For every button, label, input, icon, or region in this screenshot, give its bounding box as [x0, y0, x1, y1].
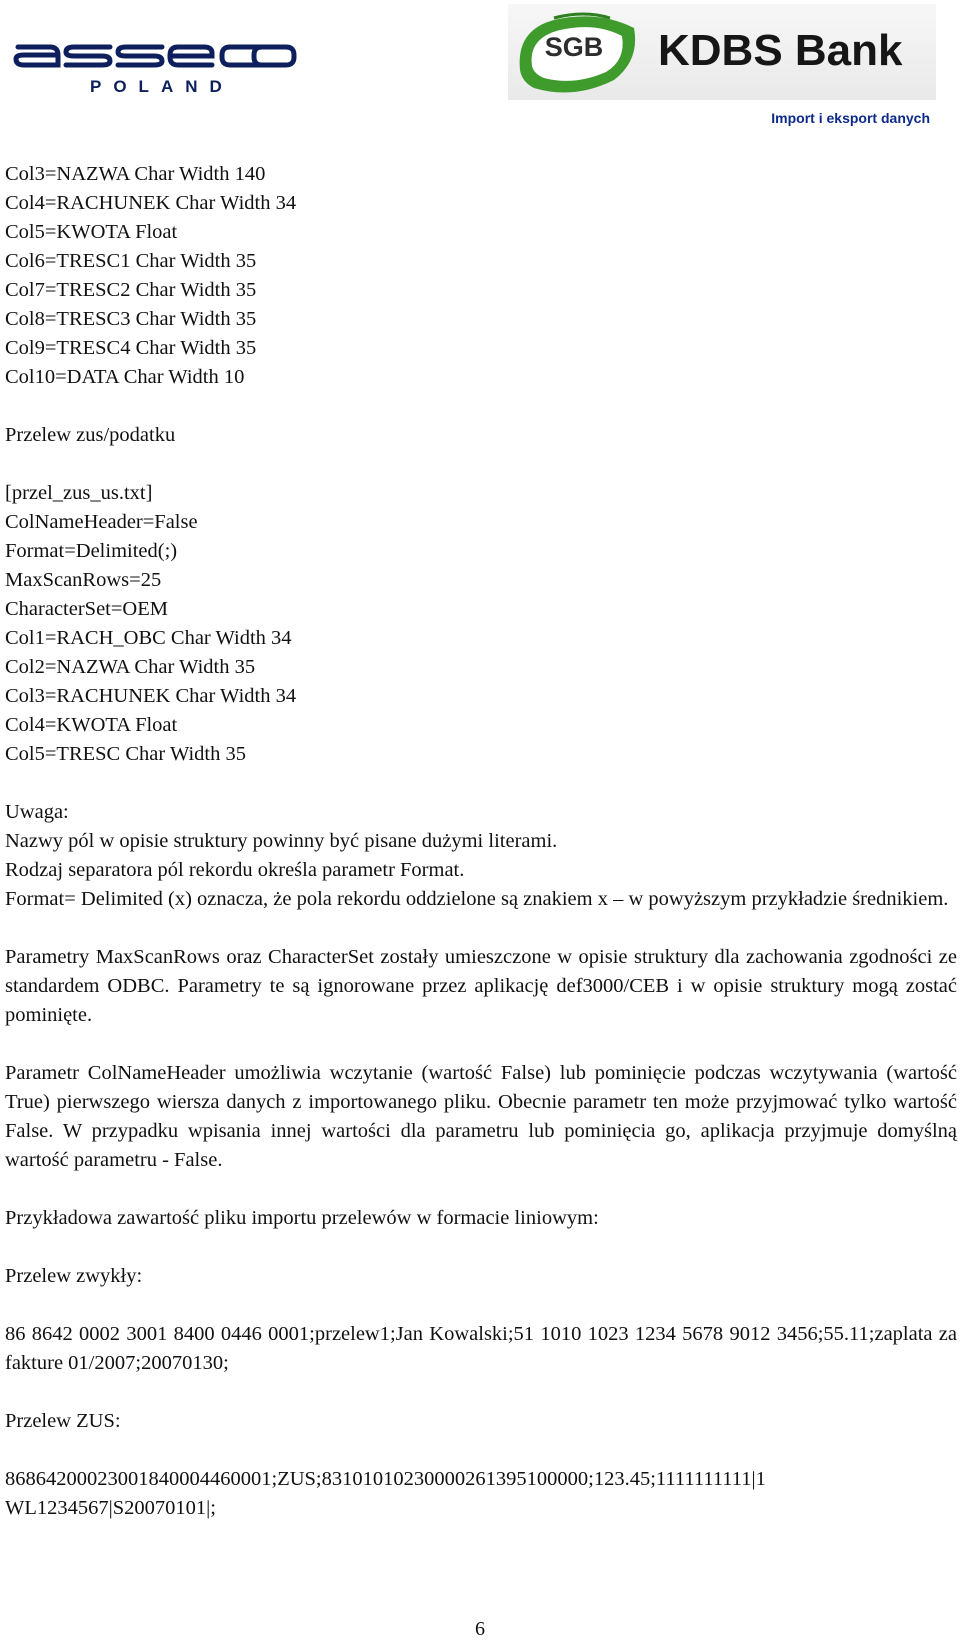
config-line: Col4=KWOTA Float: [5, 714, 178, 736]
asseco-wordmark-icon: [10, 35, 300, 75]
regular-transfer-example: 86 8642 0002 3001 8400 0446 0001;przelew1;Jan Kowalski;51 1010 1023 1234 5678 9012 3456;55.11;zaplata za fakture 01/2007;20070130;: [5, 1323, 957, 1374]
asseco-poland-label: POLAND: [90, 77, 234, 96]
kdbs-bank-logo: [508, 4, 936, 100]
zus-transfer-example-line: WL1234567|S20070101|;: [5, 1497, 216, 1519]
section-label: Import i eksport danych: [771, 110, 930, 126]
page-number: 6: [475, 1618, 485, 1640]
config-line: Format=Delimited(;): [5, 540, 178, 562]
config-line: Col1=RACH_OBC Char Width 34: [5, 627, 292, 649]
sgb-badge-text: SGB: [544, 32, 604, 62]
config-line: Col4=RACHUNEK Char Width 34: [5, 192, 297, 214]
config-line: Col5=TRESC Char Width 35: [5, 743, 246, 765]
zus-transfer-heading: Przelew ZUS:: [5, 1410, 121, 1432]
document-body: [5, 160, 957, 1523]
config-line: Col5=KWOTA Float: [5, 221, 178, 243]
config-line: Col3=RACHUNEK Char Width 34: [5, 685, 297, 707]
config-line: [przel_zus_us.txt]: [5, 482, 153, 504]
config-line: MaxScanRows=25: [5, 569, 162, 591]
regular-transfer-heading: Przelew zwykły:: [5, 1265, 143, 1287]
config-line: Col2=NAZWA Char Width 35: [5, 656, 256, 678]
maxscan-paragraph: Parametry MaxScanRows oraz CharacterSet zostały umieszczone w opisie struktury dla zachowania zgodności ze standardem ODBC. Parametry te są ignorowane przez aplikację def3000/CEB i w opisie struktury mogą zostać pominięte.: [5, 946, 957, 1026]
config-line: Col8=TRESC3 Char Width 35: [5, 308, 257, 330]
note-line: Rodzaj separatora pól rekordu określa parametr Format.: [5, 859, 465, 881]
config-line: Col7=TRESC2 Char Width 35: [5, 279, 257, 301]
config-line: CharacterSet=OEM: [5, 598, 168, 620]
zus-transfer-example-line: 86864200023001840004460001;ZUS;83101010230000261395100000;123.45;1111111111|1: [5, 1468, 766, 1490]
config-line: ColNameHeader=False: [5, 511, 198, 533]
page-header: [0, 0, 960, 135]
kdbs-bank-name: KDBS Bank: [658, 26, 903, 75]
config-line: Col9=TRESC4 Char Width 35: [5, 337, 257, 359]
example-intro: Przykładowa zawartość pliku importu przelewów w formacie liniowym:: [5, 1207, 599, 1229]
config-line: Col3=NAZWA Char Width 140: [5, 163, 266, 185]
asseco-logo: [10, 35, 300, 97]
note-line: Nazwy pól w opisie struktury powinny być pisane dużymi literami.: [5, 830, 558, 852]
colnameheader-paragraph: Parametr ColNameHeader umożliwia wczytanie (wartość False) lub pominięcie podczas wczytywania (wartość True) pierwszego wiersza danych z importowanego pliku. Obecnie parametr ten może przyjmować tylko wartość False. W przypadku wpisania innej wartości dla parametru lub pominięcia go, aplikacja przyjmuje domyślną wartość parametru - False.: [5, 1062, 957, 1171]
config-line: Col10=DATA Char Width 10: [5, 366, 245, 388]
note-paragraph: Format= Delimited (x) oznacza, że pola rekordu oddzielone są znakiem x – w powyższym przykładzie średnikiem.: [5, 888, 949, 910]
config-line: Col6=TRESC1 Char Width 35: [5, 250, 257, 272]
note-heading: Uwaga:: [5, 801, 69, 823]
zus-heading: Przelew zus/podatku: [5, 424, 176, 446]
